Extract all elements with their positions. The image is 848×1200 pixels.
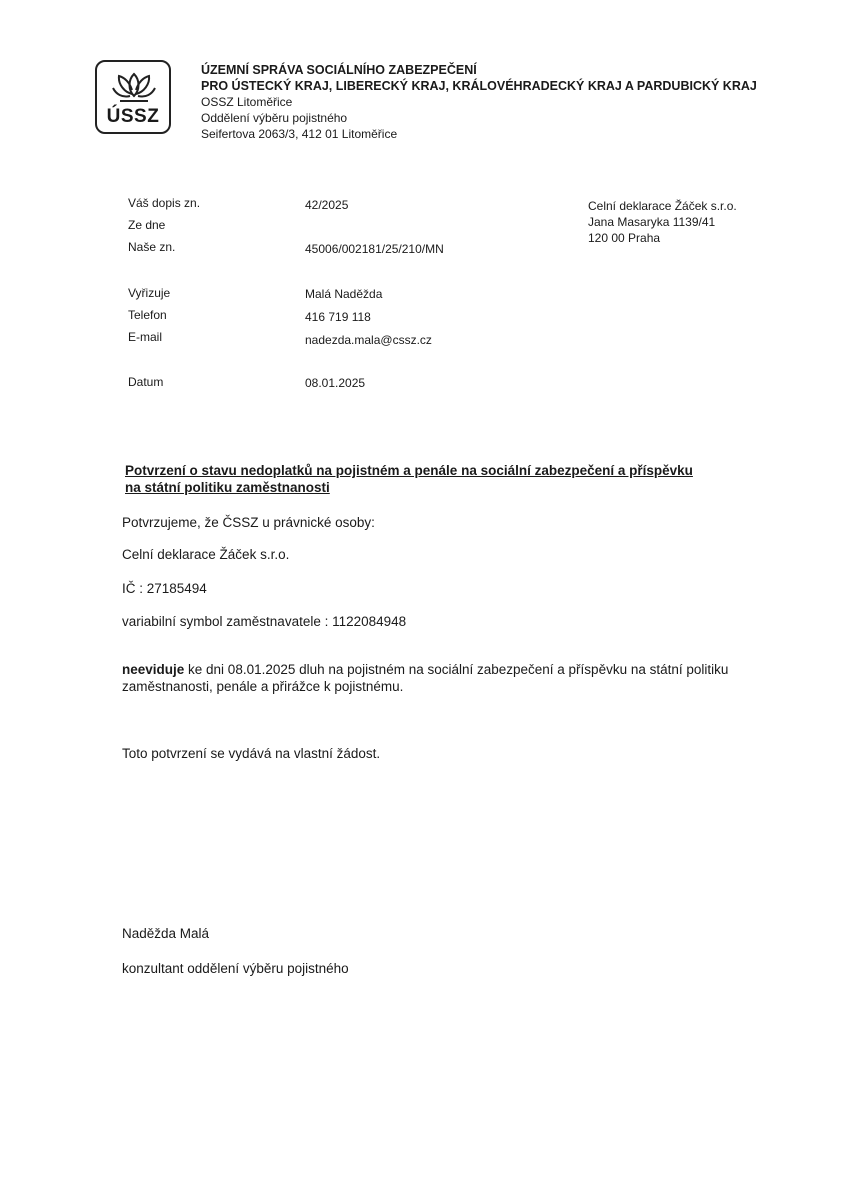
org-address: Seifertova 2063/3, 412 01 Litoměřice [201, 127, 398, 141]
date-from-label: Ze dne [128, 218, 166, 232]
logo-text: ÚSSZ [106, 106, 160, 127]
recipient-city: 120 00 Praha [588, 231, 661, 245]
lily-emblem-icon [110, 70, 158, 104]
recipient-street: Jana Masaryka 1139/41 [588, 215, 716, 229]
org-department: Oddělení výběru pojistného [201, 111, 348, 125]
title-line2: na státní politiku zaměstnanosti [125, 480, 330, 495]
debt-statement-line2: zaměstnanosti, penále a přirážce k pojistnému. [122, 679, 404, 694]
recipient-name: Celní deklarace Žáček s.r.o. [588, 199, 737, 213]
signatory-name: Naděžda Malá [122, 926, 210, 941]
company-id: IČ : 27185494 [122, 581, 207, 596]
issuance-note: Toto potvrzení se vydává na vlastní žádost. [122, 746, 381, 761]
date-label: Datum [128, 375, 164, 389]
organization-header [201, 62, 757, 142]
handled-by-label: Vyřizuje [128, 286, 171, 300]
phone-value: 416 719 118 [305, 310, 371, 324]
our-ref-value: 45006/002181/25/210/MN [305, 242, 444, 256]
your-letter-label: Váš dopis zn. [128, 196, 201, 210]
debt-statement [122, 661, 762, 695]
title-line1: Potvrzení o stavu nedoplatků na pojistném a penále na sociální zabezpečení a příspěvku [125, 463, 693, 478]
confirmation-intro: Potvrzujeme, že ČSSZ u právnické osoby: [122, 515, 375, 530]
signatory-role: konzultant oddělení výběru pojistného [122, 961, 349, 976]
our-ref-label: Naše zn. [128, 240, 176, 254]
company-name: Celní deklarace Žáček s.r.o. [122, 547, 290, 562]
org-name-line2: PRO ÚSTECKÝ KRAJ, LIBERECKÝ KRAJ, KRÁLOVÉHRADECKÝ KRAJ A PARDUBICKÝ KRAJ [201, 79, 757, 93]
org-office: OSSZ Litoměřice [201, 95, 293, 109]
date-value: 08.01.2025 [305, 376, 366, 390]
recipient-address [588, 198, 737, 246]
debt-statement-line1: ke dni 08.01.2025 dluh na pojistném na sociální zabezpečení a příspěvku na státní politiku [184, 662, 729, 677]
handled-by-value: Malá Naděžda [305, 287, 383, 301]
phone-label: Telefon [128, 308, 167, 322]
org-name-line1: ÚZEMNÍ SPRÁVA SOCIÁLNÍHO ZABEZPEČENÍ [201, 63, 477, 77]
email-value: nadezda.mala@cssz.cz [305, 333, 432, 347]
document-title [125, 462, 765, 496]
your-letter-value: 42/2025 [305, 198, 349, 212]
variable-symbol: variabilní symbol zaměstnavatele : 1122084948 [122, 614, 407, 629]
ussz-logo [95, 60, 171, 134]
debt-statement-bold: neeviduje [122, 662, 185, 677]
email-label: E-mail [128, 330, 163, 344]
